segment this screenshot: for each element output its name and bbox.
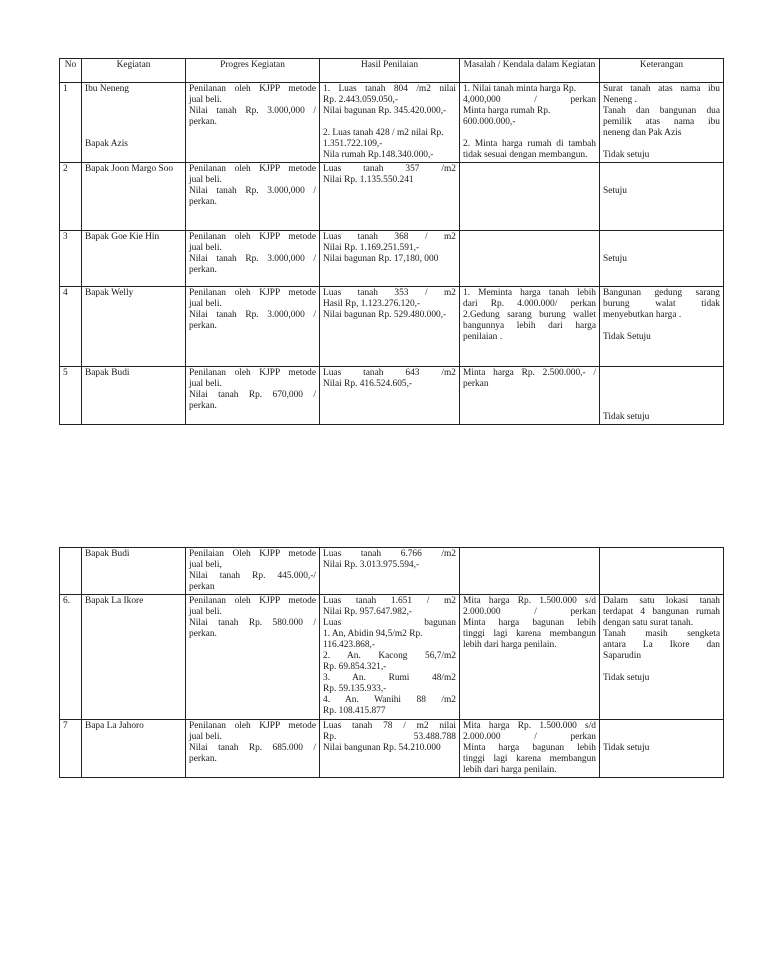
cell-line: lebih dari harga penilain. — [463, 765, 557, 775]
cell-line — [603, 243, 720, 254]
cell-line: terdapat 4 bangunan rumah — [603, 607, 720, 617]
cell-line: jual beli. — [189, 175, 222, 185]
cell-kegiatan — [82, 163, 186, 231]
cell-line — [603, 662, 720, 673]
cell-line: perkan. — [189, 754, 217, 764]
cell-progres — [186, 595, 320, 720]
cell-line: Penilanan oleh KJPP metode — [189, 368, 316, 378]
cell-kegiatan — [82, 287, 186, 367]
cell-line: Rp. 59.135.933,- — [323, 684, 387, 694]
cell-line — [603, 379, 720, 390]
cell-line: Nilai bagunan Rp. 529.480.000,- — [323, 310, 447, 320]
cell-line: jual beli. — [189, 243, 222, 253]
table-row — [60, 720, 724, 778]
cell-line: perkan. — [189, 321, 217, 331]
cell-masalah — [460, 231, 600, 287]
cell-line — [603, 232, 720, 243]
cell-masalah — [460, 287, 600, 367]
cell-hasil — [320, 720, 460, 778]
cell-line: Luas tanah 1.651 / m2 — [323, 596, 456, 606]
cell-line: Penilaian Oleh KJPP metode — [189, 549, 316, 559]
cell-line: pemilik atas nama ibu — [603, 117, 720, 127]
cell-no: 2 — [60, 163, 82, 231]
cell-line — [603, 732, 720, 743]
cell-line: tidak sesuai dengan membangun. — [463, 150, 588, 160]
cell-line: Bapak Joon Margo Soo — [85, 164, 174, 174]
cell-line: Nilai tanah Rp. 670,000 / — [189, 390, 316, 400]
cell-line: jual beli. — [189, 379, 222, 389]
cell-line: Bapak Budi — [85, 368, 130, 378]
cell-line: jual beli. — [189, 732, 222, 742]
cell-line: Tidak setuju — [603, 673, 650, 683]
cell-line: Penilanan oleh KJPP metode — [189, 232, 316, 242]
cell-line — [603, 164, 720, 175]
cell-line: dengan satu surat tanah. — [603, 618, 694, 628]
cell-line: Bapa La Jahoro — [85, 721, 144, 731]
cell-masalah — [460, 83, 600, 163]
cell-line: 1. Meminta harga tanah lebih — [463, 288, 596, 298]
cell-progres — [186, 367, 320, 425]
cell-line: Mita harga Rp. 1.500.000 s/d — [463, 721, 596, 731]
cell-line: penilaian . — [463, 332, 503, 342]
header-masalah: Masalah / Kendala dalam Kegiatan — [460, 59, 600, 83]
cell-kegiatan — [82, 548, 186, 595]
cell-line: dari Rp. 4.000.000/ perkan — [463, 299, 596, 309]
cell-line: Bapak Goe Kie Hin — [85, 232, 160, 242]
cell-line: Nilai Rp. 957.647.982,- — [323, 607, 413, 617]
cell-hasil — [320, 163, 460, 231]
cell-line: Bangunan gedung sarang — [603, 288, 720, 298]
cell-progres — [186, 231, 320, 287]
cell-keterangan — [600, 720, 724, 778]
cell-line — [85, 117, 182, 128]
cell-line: Nilai tanah Rp. 3.000,000 / — [189, 254, 316, 264]
cell-line: Ibu Neneng — [85, 84, 129, 94]
cell-line: Dalam satu lokasi tanah — [603, 596, 720, 606]
cell-line: Tidak setuju — [603, 412, 650, 422]
cell-line: jual beli. — [189, 95, 222, 105]
cell-kegiatan — [82, 231, 186, 287]
cell-line — [603, 368, 720, 379]
cell-line: perkan — [189, 582, 215, 592]
cell-line: 2. Minta harga rumah di tambah — [463, 139, 596, 149]
cell-line: Rp. 108.415.877 — [323, 706, 386, 716]
cell-line: Bapak Azis — [85, 139, 128, 149]
cell-line: Nilai tanah Rp. 445.000,-/ — [189, 571, 316, 581]
cell-line: Tanah masih sengketa — [603, 629, 720, 639]
cell-no: 6. — [60, 595, 82, 720]
cell-line: Nilai tanah Rp. 3.000,000 / — [189, 106, 316, 116]
cell-line: jual beli. — [189, 607, 222, 617]
cell-kegiatan — [82, 83, 186, 163]
header-kegiatan: Kegiatan — [82, 59, 186, 83]
cell-line: Bapak Welly — [85, 288, 134, 298]
table-row — [60, 83, 724, 163]
cell-keterangan — [600, 83, 724, 163]
cell-line: 2.000.000 / perkan — [463, 732, 596, 742]
cell-keterangan — [600, 163, 724, 231]
table-row — [60, 367, 724, 425]
header-hasil: Hasil Penilaian — [320, 59, 460, 83]
cell-progres — [186, 83, 320, 163]
cell-no: 3 — [60, 231, 82, 287]
cell-line: Rp. 69.854.321,- — [323, 662, 387, 672]
cell-no: 1 — [60, 83, 82, 163]
cell-line: Hasil Rp, 1.123.276.120,- — [323, 299, 421, 309]
cell-line: 1. An, Abidin 94,5/m2 Rp. — [323, 629, 423, 639]
header-keterangan: Keterangan — [600, 59, 724, 83]
cell-line: Penilanan oleh KJPP metode — [189, 84, 316, 94]
cell-line — [323, 117, 456, 128]
cell-line: Mita harga Rp. 1.500.000 s/d — [463, 596, 596, 606]
cell-line: Luas bagunan — [323, 618, 456, 628]
cell-line — [85, 128, 182, 139]
cell-hasil — [320, 231, 460, 287]
cell-line: Surat tanah atas nama ibu — [603, 84, 720, 94]
cell-line: Rp. 53.488.788 — [323, 732, 456, 742]
cell-line: 2.Gedung sarang burung wallet — [463, 310, 596, 320]
cell-line: perkan. — [189, 629, 217, 639]
cell-line: Penilanan oleh KJPP metode — [189, 721, 316, 731]
cell-line: lebih dari harga penilain. — [463, 640, 557, 650]
cell-line: jual beli. — [189, 299, 222, 309]
cell-line: burung walat tidak — [603, 299, 720, 309]
cell-line: Nilai tanah Rp. 3.000,000 / — [189, 310, 316, 320]
cell-line: Neneng . — [603, 95, 637, 105]
cell-line: perkan — [463, 379, 489, 389]
cell-line: Minta harga Rp. 2.500.000,- / — [463, 368, 596, 378]
cell-line: Penilanan oleh KJPP metode — [189, 288, 316, 298]
cell-masalah — [460, 367, 600, 425]
cell-line: Luas tanah 78 / m2 nilai — [323, 721, 456, 731]
cell-line: Luas tanah 353 / m2 — [323, 288, 456, 298]
cell-line: Nila rumah Rp.148.340.000,- — [323, 150, 434, 160]
cell-kegiatan — [82, 595, 186, 720]
cell-line: antara La Ikore dan — [603, 640, 720, 650]
cell-line: bangunnya lebih dari harga — [463, 321, 596, 331]
cell-line: perkan. — [189, 401, 217, 411]
table-row — [60, 231, 724, 287]
cell-line: Luas tanah 6.766 /m2 — [323, 549, 456, 559]
cell-line: Nilai bagunan Rp. 345.420.000,- — [323, 106, 447, 116]
cell-kegiatan — [82, 720, 186, 778]
cell-line: tinggi lagi karena membangun — [463, 629, 596, 639]
cell-no: 5 — [60, 367, 82, 425]
cell-line: Luas tanah 643 /m2 — [323, 368, 456, 378]
table-row — [60, 287, 724, 367]
cell-line: Minta harga bagunan lebih — [463, 618, 596, 628]
cell-line: Luas tanah 368 / m2 — [323, 232, 456, 242]
cell-keterangan — [600, 548, 724, 595]
assessment-table-2 — [59, 547, 724, 778]
cell-line: perkan. — [189, 197, 217, 207]
cell-line — [603, 401, 720, 412]
cell-line: 1. Nilai tanah minta harga Rp. — [463, 84, 577, 94]
cell-line — [603, 721, 720, 732]
cell-line: perkan. — [189, 265, 217, 275]
cell-line: neneng dan Pak Azis — [603, 128, 682, 138]
cell-line — [603, 390, 720, 401]
cell-progres — [186, 163, 320, 231]
cell-line: Bapak Budi — [85, 549, 130, 559]
cell-line: 1.351.722.109,- — [323, 139, 383, 149]
cell-no: 7 — [60, 720, 82, 778]
cell-no — [60, 548, 82, 595]
cell-line: Nilai tanah Rp. 580.000 / — [189, 618, 316, 628]
header-no: No — [60, 59, 82, 83]
cell-masalah — [460, 548, 600, 595]
cell-keterangan — [600, 367, 724, 425]
cell-line — [85, 106, 182, 117]
cell-line: Nilai Rp. 1.135.550.241 — [323, 175, 414, 185]
cell-progres — [186, 287, 320, 367]
cell-line — [603, 321, 720, 332]
cell-line: Minta harga rumah Rp. — [463, 106, 551, 116]
cell-line — [603, 175, 720, 186]
table-row — [60, 548, 724, 595]
table-row — [60, 163, 724, 231]
table-row — [60, 595, 724, 720]
cell-masalah — [460, 595, 600, 720]
cell-line: Setuju — [603, 186, 627, 196]
cell-keterangan — [600, 287, 724, 367]
cell-hasil — [320, 367, 460, 425]
cell-keterangan — [600, 231, 724, 287]
cell-line: 4. An. Wanihi 88 /m2 — [323, 695, 456, 705]
cell-line: Nilai bagunan Rp. 17,180, 000 — [323, 254, 439, 264]
cell-line: 600.000.000,- — [463, 117, 516, 127]
cell-line: tinggi lagi karena membangun — [463, 754, 596, 764]
cell-line: Tanah dan bangunan dua — [603, 106, 720, 116]
cell-line: Tidak setuju — [603, 743, 650, 753]
cell-line: 4,000,000 / perkan — [463, 95, 596, 105]
cell-line: Nilai Rp. 3.013.975.594,- — [323, 560, 420, 570]
cell-progres — [186, 548, 320, 595]
cell-line: 2. Luas tanah 428 / m2 nilai Rp. — [323, 128, 444, 138]
cell-line: jual beli, — [189, 560, 222, 570]
cell-line: Setuju — [603, 254, 627, 264]
cell-line — [85, 95, 182, 106]
cell-line — [603, 139, 720, 150]
cell-keterangan — [600, 595, 724, 720]
cell-line: 2. An. Kacong 56,7/m2 — [323, 651, 456, 661]
cell-line: Nilai Rp. 416.524.605,- — [323, 379, 413, 389]
cell-hasil — [320, 595, 460, 720]
cell-line: 2.000.000 / perkan — [463, 607, 596, 617]
cell-line: menyebutkan harga . — [603, 310, 682, 320]
header-progres: Progres Kegiatan — [186, 59, 320, 83]
cell-line: Bapak La Ikore — [85, 596, 144, 606]
assessment-table-1 — [59, 58, 724, 425]
cell-line: perkan. — [189, 117, 217, 127]
cell-line: Nilai bangunan Rp. 54.210.000 — [323, 743, 441, 753]
cell-line: Penilanan oleh KJPP metode — [189, 164, 316, 174]
cell-line: Luas tanah 357 /m2 — [323, 164, 456, 174]
cell-line: Nilai tanah Rp. 3.000,000 / — [189, 186, 316, 196]
cell-line — [463, 128, 596, 139]
cell-line: Nilai tanah Rp. 685.000 / — [189, 743, 316, 753]
header-row — [60, 59, 724, 83]
cell-line: Rp. 2.443.059.050,- — [323, 95, 398, 105]
cell-hasil — [320, 83, 460, 163]
cell-hasil — [320, 548, 460, 595]
cell-line: Minta harga bagunan lebih — [463, 743, 596, 753]
cell-masalah — [460, 720, 600, 778]
cell-line: Penilanan oleh KJPP metode — [189, 596, 316, 606]
cell-line: 1. Luas tanah 804 /m2 nilai — [323, 84, 456, 94]
cell-line: 116.423.868,- — [323, 640, 375, 650]
cell-progres — [186, 720, 320, 778]
cell-line: Tidak setuju — [603, 150, 650, 160]
cell-line: Saparudin — [603, 651, 642, 661]
cell-line: Nilai Rp. 1.169.251.591,- — [323, 243, 420, 253]
cell-kegiatan — [82, 367, 186, 425]
cell-masalah — [460, 163, 600, 231]
cell-line: Tidak Setuju — [603, 332, 651, 342]
cell-no: 4 — [60, 287, 82, 367]
cell-hasil — [320, 287, 460, 367]
cell-line: 3. An. Rumi 48/m2 — [323, 673, 456, 683]
